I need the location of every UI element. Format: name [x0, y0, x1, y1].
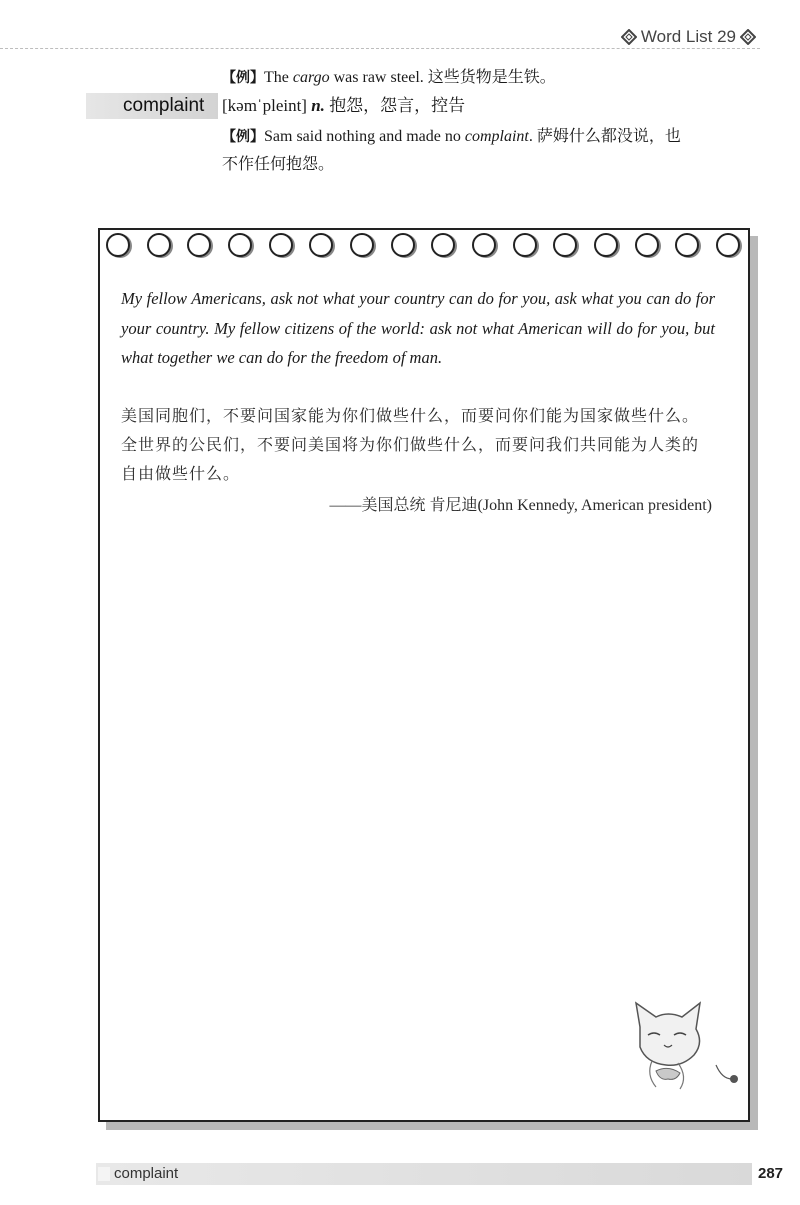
example-italic-word: complaint — [464, 128, 529, 145]
quote-attribution: ——美国总统 肯尼迪(John Kennedy, American president) — [329, 497, 712, 514]
ring-icon — [594, 233, 618, 257]
diamond-icon — [621, 29, 637, 45]
ring-icon — [716, 233, 740, 257]
word-list-title: Word List 29 — [640, 27, 736, 46]
cat-illustration-icon — [622, 995, 752, 1095]
ring-icon — [106, 233, 130, 257]
definition: 抱怨，怨言，控告 — [324, 96, 466, 115]
ring-icon — [635, 233, 659, 257]
complaint-example-line2: 不作任何抱怨。 — [222, 156, 335, 173]
cargo-example — [222, 66, 556, 90]
ring-icon — [675, 233, 699, 257]
entry-definition-line — [222, 93, 465, 119]
example-text-before: The — [264, 69, 293, 86]
page-header — [621, 24, 756, 50]
notebook-rings — [98, 233, 748, 259]
page-number: 287 — [758, 1165, 784, 1182]
footer-bar — [96, 1163, 752, 1185]
ring-icon — [553, 233, 577, 257]
ring-icon — [147, 233, 171, 257]
ring-icon — [431, 233, 455, 257]
example-text-after: . 萨姆什么都没说，也 — [528, 128, 681, 145]
quote-chinese: 美国同胞们，不要问国家能为你们做些什么，而要问你们能为国家做些什么。全世界的公民们，不要问美国将为你们做些什么，而要问我们共同能为人类的自由做些什么。 — [121, 408, 700, 483]
example-tag: 【例】 — [222, 129, 264, 145]
ring-icon — [513, 233, 537, 257]
example-text-after: was raw steel. 这些货物是生铁。 — [329, 69, 556, 86]
footer-word: complaint — [114, 1165, 179, 1182]
headword: complaint — [123, 95, 205, 116]
diamond-icon — [740, 29, 756, 45]
ring-icon — [187, 233, 211, 257]
ring-icon — [309, 233, 333, 257]
footer-marker — [98, 1167, 110, 1181]
part-of-speech: n. — [311, 96, 325, 115]
example-text-before: Sam said nothing and made no — [264, 128, 465, 145]
ring-icon — [472, 233, 496, 257]
ring-icon — [350, 233, 374, 257]
example-tag: 【例】 — [222, 70, 264, 86]
ring-icon — [228, 233, 252, 257]
pronunciation: [kəmˈpleint] — [222, 96, 307, 115]
example-italic-word: cargo — [292, 69, 330, 86]
ring-icon — [269, 233, 293, 257]
quote-english: My fellow Americans, ask not what your country can do for you, ask what you can do for your country. My fellow citizens of the world: ask not what American will do for you, but what together we can do for the freedom of man. — [121, 289, 715, 367]
ring-icon — [391, 233, 415, 257]
complaint-example — [222, 125, 681, 149]
